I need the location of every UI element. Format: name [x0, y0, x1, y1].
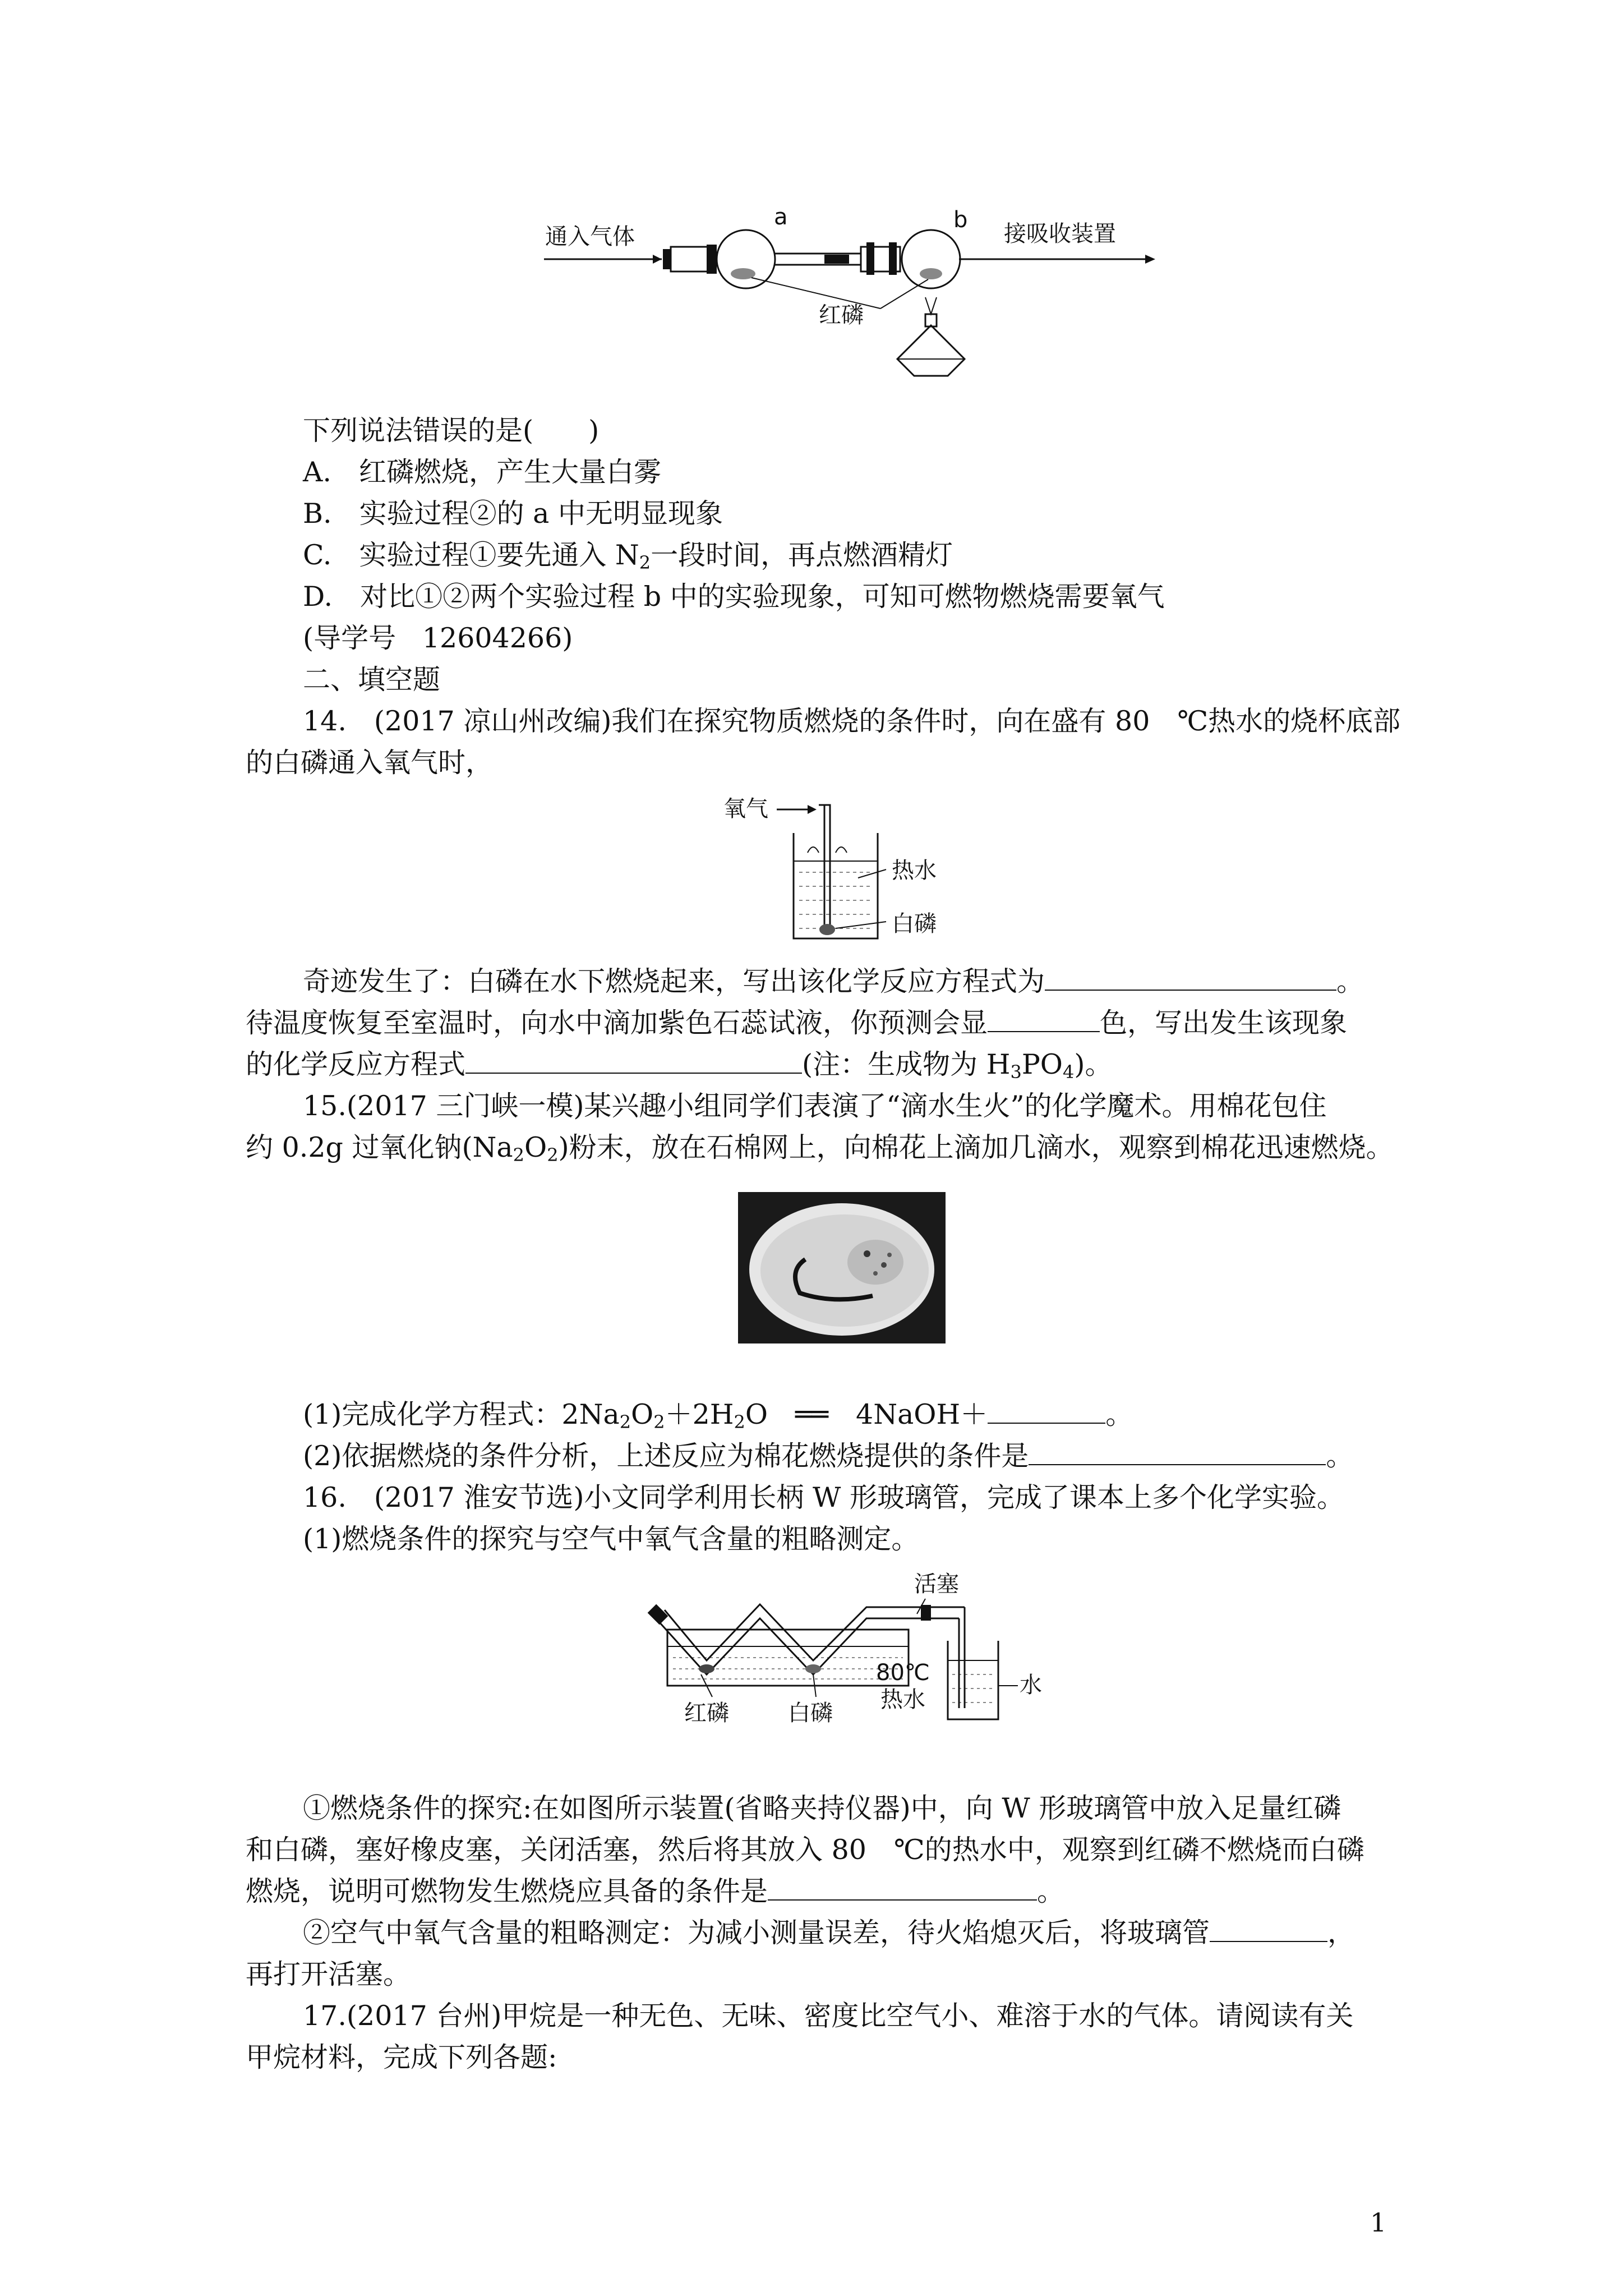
- q13-option-d: D. 对比①②两个实验过程 b 中的实验现象，可知可燃物燃烧需要氧气: [303, 581, 1165, 613]
- q16-line1: 16. (2017 淮安节选)小文同学利用长柄 W 形玻璃管，完成了课本上多个化学实验。: [303, 1481, 1344, 1513]
- label-a: a: [774, 208, 788, 230]
- q16-line2: (1)燃烧条件的探究与空气中氧气含量的粗略测定。: [303, 1523, 919, 1555]
- q15-line2: 约 0.2g 过氧化钠$(Na_2O_2)$粉末，放在石棉网上，向棉花上滴加几滴水，观察到棉花迅速燃烧。: [246, 1131, 1394, 1166]
- q13-stem: 下列说法错误的是( ): [303, 415, 600, 447]
- q16-p1-line2: 和白磷，塞好橡皮塞，关闭活塞，然后将其放入 80 ℃的热水中，观察到红磷不燃烧而白磷: [246, 1834, 1364, 1866]
- cotton-photo: [738, 1192, 946, 1343]
- apparatus-diagram: [538, 208, 1161, 393]
- inlet-label: 通入气体: [545, 224, 635, 250]
- q13-option-b: B. 实验过程②的 a 中无明显现象: [303, 498, 723, 530]
- q13-option-a: A. 红磷燃烧，产生大量白雾: [303, 456, 661, 488]
- q17-line1: 17.(2017 台州)甲烷是一种无色、无味、密度比空气小、难溶于水的气体。请阅读有关: [303, 2000, 1354, 2032]
- q17-line2: 甲烷材料，完成下列各题:: [246, 2041, 557, 2073]
- outlet-label: 接吸收装置: [1004, 221, 1116, 247]
- beaker-diagram: [723, 788, 948, 945]
- hot-water-label-w: 热水: [880, 1687, 925, 1713]
- q15-line1: 15.(2017 三门峡一模)某兴趣小组同学们表演了“滴水生火”的化学魔术。用棉花包住: [303, 1090, 1327, 1122]
- q16-p1-line3: 燃烧，说明可燃物发生燃烧应具备的条件是 。: [246, 1875, 1065, 1907]
- page-number: 1: [1370, 2207, 1387, 2238]
- white-phosphorus-label: 白磷: [892, 911, 937, 937]
- q16-p2-line2: 再打开活塞。: [246, 1958, 411, 1990]
- white-phosphorus-label-w: 白磷: [788, 1700, 833, 1726]
- q16-p2-line1: ②空气中氧气含量的粗略测定：为减小测量误差，待火焰熄灭后，将玻璃管 ，: [303, 1917, 1355, 1949]
- oxygen-label: 氧气: [723, 796, 768, 822]
- water-label: 水: [1020, 1672, 1042, 1698]
- q14-line4: 待温度恢复至室温时，向水中滴加紫色石蕊试液，你预测会显 色，写出发生该现象: [246, 1007, 1348, 1039]
- red-phosphorus-label: 红磷: [819, 302, 864, 328]
- q15-part2: (2)依据燃烧的条件分析，上述反应为棉花燃烧提供的条件是 。: [303, 1440, 1354, 1472]
- temperature-label: 80℃: [876, 1660, 930, 1686]
- q16-p1-line1: ①燃烧条件的探究:在如图所示装置(省略夹持仪器)中，向 W 形玻璃管中放入足量红磷: [303, 1792, 1341, 1824]
- q14-line5: 的化学反应方程式 (注：生成物为 $H_3PO_4$)。: [246, 1048, 1113, 1083]
- q14-line1: 14. (2017 凉山州改编)我们在探究物质燃烧的条件时，向在盛有 80 ℃热水的烧杯底部: [303, 705, 1401, 737]
- red-phosphorus-label-w: 红磷: [684, 1700, 729, 1726]
- w-tube-diagram: [645, 1568, 1066, 1736]
- q14-line2: 的白磷通入氧气时，: [246, 747, 494, 779]
- section-title: 二、填空题: [303, 664, 441, 696]
- stopcock-label: 活塞: [914, 1571, 959, 1597]
- q13-option-c: C. 实验过程①要先通入 $N_2$一段时间，再点燃酒精灯: [303, 539, 953, 573]
- q13-guide-number: (导学号 12604266): [303, 622, 573, 654]
- q14-line3: 奇迹发生了：白磷在水下燃烧起来，写出该化学反应方程式为 。: [303, 965, 1364, 997]
- hot-water-label: 热水: [892, 858, 937, 884]
- q15-part1: (1)完成化学方程式：$2Na_2O_2+2H_2O$ ══ 4NaOH＋ 。: [303, 1398, 1133, 1433]
- label-b: b: [953, 208, 968, 233]
